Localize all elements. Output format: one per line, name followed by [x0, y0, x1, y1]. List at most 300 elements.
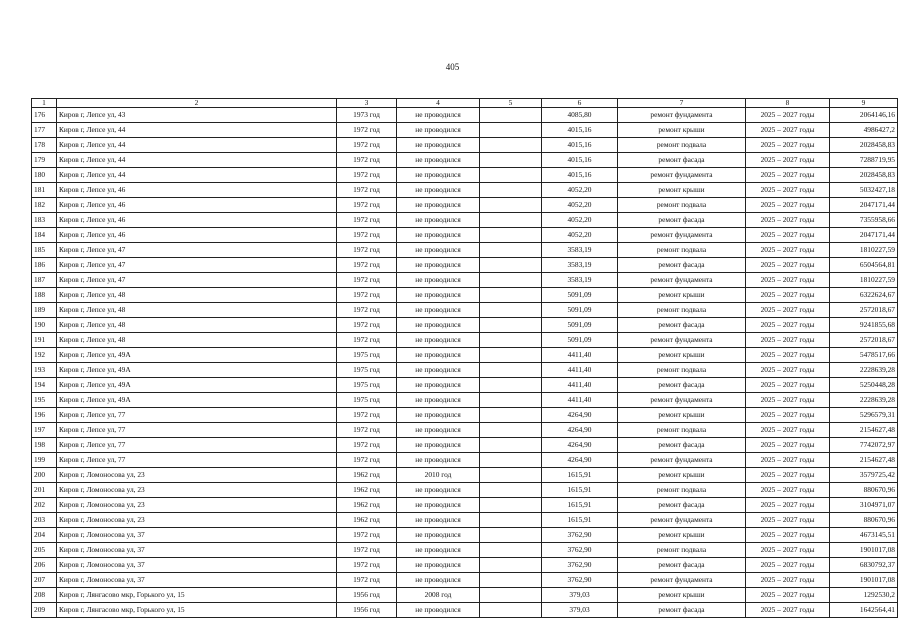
last-repair-cell: не проводился	[397, 558, 480, 573]
empty-cell	[480, 288, 542, 303]
area-cell: 1615,91	[542, 483, 618, 498]
area-cell: 4411,40	[542, 363, 618, 378]
period-cell: 2025 – 2027 годы	[746, 393, 830, 408]
last-repair-cell: не проводился	[397, 303, 480, 318]
period-cell: 2025 – 2027 годы	[746, 348, 830, 363]
work-type-cell: ремонт фундамента	[618, 393, 746, 408]
last-repair-cell: не проводился	[397, 183, 480, 198]
last-repair-cell: 2008 год	[397, 588, 480, 603]
cost-cell: 1642564,41	[830, 603, 898, 618]
empty-cell	[480, 318, 542, 333]
area-cell: 3583,19	[542, 258, 618, 273]
cost-cell: 5296579,31	[830, 408, 898, 423]
build-year-cell: 1972 год	[337, 273, 397, 288]
last-repair-cell: не проводился	[397, 138, 480, 153]
work-type-cell: ремонт фундамента	[618, 573, 746, 588]
work-type-cell: ремонт фасада	[618, 318, 746, 333]
work-type-cell: ремонт подвала	[618, 303, 746, 318]
area-cell: 4264,90	[542, 423, 618, 438]
column-header: 1	[32, 99, 57, 108]
table-row	[32, 363, 898, 378]
period-cell: 2025 – 2027 годы	[746, 258, 830, 273]
area-cell: 379,03	[542, 588, 618, 603]
address-cell: Киров г, Лянгасово мкр, Горького ул, 15	[57, 603, 337, 618]
empty-cell	[480, 378, 542, 393]
empty-cell	[480, 543, 542, 558]
cost-cell: 7288719,95	[830, 153, 898, 168]
row-number-cell: 201	[32, 483, 57, 498]
column-number-row	[32, 99, 898, 108]
area-cell: 4052,20	[542, 198, 618, 213]
period-cell: 2025 – 2027 годы	[746, 468, 830, 483]
empty-cell	[480, 123, 542, 138]
work-type-cell: ремонт фундамента	[618, 273, 746, 288]
cost-cell: 2064146,16	[830, 108, 898, 123]
table-row	[32, 513, 898, 528]
last-repair-cell: не проводился	[397, 333, 480, 348]
empty-cell	[480, 213, 542, 228]
work-type-cell: ремонт подвала	[618, 483, 746, 498]
area-cell: 4085,80	[542, 108, 618, 123]
build-year-cell: 1975 год	[337, 393, 397, 408]
work-type-cell: ремонт крыши	[618, 183, 746, 198]
row-number-cell: 176	[32, 108, 57, 123]
table-row	[32, 108, 898, 123]
last-repair-cell: не проводился	[397, 408, 480, 423]
area-cell: 3762,90	[542, 528, 618, 543]
area-cell: 5091,09	[542, 303, 618, 318]
row-number-cell: 193	[32, 363, 57, 378]
area-cell: 4015,16	[542, 123, 618, 138]
build-year-cell: 1972 год	[337, 423, 397, 438]
work-type-cell: ремонт фасада	[618, 153, 746, 168]
build-year-cell: 1972 год	[337, 408, 397, 423]
cost-cell: 2028458,83	[830, 168, 898, 183]
table-row	[32, 273, 898, 288]
empty-cell	[480, 363, 542, 378]
period-cell: 2025 – 2027 годы	[746, 243, 830, 258]
build-year-cell: 1972 год	[337, 183, 397, 198]
area-cell: 4411,40	[542, 393, 618, 408]
table-row	[32, 153, 898, 168]
last-repair-cell: не проводился	[397, 228, 480, 243]
address-cell: Киров г, Лепсе ул, 77	[57, 408, 337, 423]
build-year-cell: 1972 год	[337, 288, 397, 303]
row-number-cell: 195	[32, 393, 57, 408]
last-repair-cell: не проводился	[397, 438, 480, 453]
area-cell: 5091,09	[542, 318, 618, 333]
address-cell: Киров г, Лепсе ул, 48	[57, 303, 337, 318]
address-cell: Киров г, Лепсе ул, 47	[57, 243, 337, 258]
period-cell: 2025 – 2027 годы	[746, 423, 830, 438]
period-cell: 2025 – 2027 годы	[746, 138, 830, 153]
build-year-cell: 1962 год	[337, 468, 397, 483]
empty-cell	[480, 603, 542, 618]
area-cell: 1615,91	[542, 468, 618, 483]
address-cell: Киров г, Лепсе ул, 48	[57, 318, 337, 333]
cost-cell: 1292530,2	[830, 588, 898, 603]
cost-cell: 5478517,66	[830, 348, 898, 363]
period-cell: 2025 – 2027 годы	[746, 213, 830, 228]
address-cell: Киров г, Ломоносова ул, 23	[57, 483, 337, 498]
area-cell: 4264,90	[542, 438, 618, 453]
last-repair-cell: не проводился	[397, 243, 480, 258]
area-cell: 4411,40	[542, 378, 618, 393]
period-cell: 2025 – 2027 годы	[746, 438, 830, 453]
cost-cell: 2028458,83	[830, 138, 898, 153]
address-cell: Киров г, Ломоносова ул, 37	[57, 573, 337, 588]
table-row	[32, 288, 898, 303]
empty-cell	[480, 153, 542, 168]
area-cell: 4264,90	[542, 453, 618, 468]
empty-cell	[480, 528, 542, 543]
address-cell: Киров г, Лянгасово мкр, Горького ул, 15	[57, 588, 337, 603]
area-cell: 5091,09	[542, 288, 618, 303]
table-row	[32, 198, 898, 213]
row-number-cell: 208	[32, 588, 57, 603]
address-cell: Киров г, Ломоносова ул, 23	[57, 498, 337, 513]
empty-cell	[480, 513, 542, 528]
work-type-cell: ремонт фасада	[618, 438, 746, 453]
last-repair-cell: не проводился	[397, 348, 480, 363]
table-row	[32, 333, 898, 348]
last-repair-cell: не проводился	[397, 273, 480, 288]
period-cell: 2025 – 2027 годы	[746, 558, 830, 573]
empty-cell	[480, 483, 542, 498]
area-cell: 4052,20	[542, 228, 618, 243]
work-type-cell: ремонт крыши	[618, 588, 746, 603]
address-cell: Киров г, Лепсе ул, 44	[57, 123, 337, 138]
work-type-cell: ремонт фасада	[618, 603, 746, 618]
cost-cell: 2228639,28	[830, 393, 898, 408]
build-year-cell: 1972 год	[337, 558, 397, 573]
period-cell: 2025 – 2027 годы	[746, 573, 830, 588]
period-cell: 2025 – 2027 годы	[746, 363, 830, 378]
work-type-cell: ремонт подвала	[618, 363, 746, 378]
work-type-cell: ремонт подвала	[618, 243, 746, 258]
row-number-cell: 197	[32, 423, 57, 438]
build-year-cell: 1972 год	[337, 153, 397, 168]
last-repair-cell: не проводился	[397, 483, 480, 498]
period-cell: 2025 – 2027 годы	[746, 183, 830, 198]
table-row	[32, 543, 898, 558]
empty-cell	[480, 243, 542, 258]
build-year-cell: 1972 год	[337, 123, 397, 138]
empty-cell	[480, 408, 542, 423]
cost-cell: 4673145,51	[830, 528, 898, 543]
cost-cell: 7355958,66	[830, 213, 898, 228]
row-number-cell: 187	[32, 273, 57, 288]
period-cell: 2025 – 2027 годы	[746, 168, 830, 183]
table-row	[32, 603, 898, 618]
address-cell: Киров г, Лепсе ул, 77	[57, 453, 337, 468]
row-number-cell: 180	[32, 168, 57, 183]
row-number-cell: 188	[32, 288, 57, 303]
table-row	[32, 483, 898, 498]
cost-cell: 880670,96	[830, 483, 898, 498]
cost-cell: 5250448,28	[830, 378, 898, 393]
page-number: 405	[445, 62, 460, 72]
period-cell: 2025 – 2027 годы	[746, 333, 830, 348]
empty-cell	[480, 393, 542, 408]
column-header: 3	[337, 99, 397, 108]
last-repair-cell: не проводился	[397, 288, 480, 303]
row-number-cell: 185	[32, 243, 57, 258]
work-type-cell: ремонт фасада	[618, 378, 746, 393]
empty-cell	[480, 273, 542, 288]
table-row	[32, 423, 898, 438]
work-type-cell: ремонт фундамента	[618, 228, 746, 243]
row-number-cell: 209	[32, 603, 57, 618]
period-cell: 2025 – 2027 годы	[746, 123, 830, 138]
build-year-cell: 1956 год	[337, 588, 397, 603]
row-number-cell: 206	[32, 558, 57, 573]
work-type-cell: ремонт фасада	[618, 498, 746, 513]
address-cell: Киров г, Лепсе ул, 46	[57, 198, 337, 213]
cost-cell: 880670,96	[830, 513, 898, 528]
row-number-cell: 199	[32, 453, 57, 468]
build-year-cell: 1972 год	[337, 453, 397, 468]
last-repair-cell: не проводился	[397, 423, 480, 438]
build-year-cell: 1975 год	[337, 363, 397, 378]
period-cell: 2025 – 2027 годы	[746, 588, 830, 603]
last-repair-cell: не проводился	[397, 108, 480, 123]
table-row	[32, 528, 898, 543]
cost-cell: 1810227,59	[830, 243, 898, 258]
last-repair-cell: не проводился	[397, 453, 480, 468]
row-number-cell: 202	[32, 498, 57, 513]
column-header: 5	[480, 99, 542, 108]
build-year-cell: 1962 год	[337, 498, 397, 513]
repair-schedule-table	[31, 98, 898, 618]
row-number-cell: 205	[32, 543, 57, 558]
column-header: 2	[57, 99, 337, 108]
address-cell: Киров г, Лепсе ул, 49А	[57, 378, 337, 393]
row-number-cell: 182	[32, 198, 57, 213]
row-number-cell: 192	[32, 348, 57, 363]
area-cell: 3762,90	[542, 573, 618, 588]
last-repair-cell: не проводился	[397, 123, 480, 138]
empty-cell	[480, 198, 542, 213]
last-repair-cell: не проводился	[397, 573, 480, 588]
work-type-cell: ремонт крыши	[618, 468, 746, 483]
table-row	[32, 453, 898, 468]
empty-cell	[480, 588, 542, 603]
area-cell: 1615,91	[542, 498, 618, 513]
cost-cell: 2154627,48	[830, 453, 898, 468]
empty-cell	[480, 438, 542, 453]
last-repair-cell: не проводился	[397, 378, 480, 393]
address-cell: Киров г, Лепсе ул, 44	[57, 153, 337, 168]
build-year-cell: 1972 год	[337, 228, 397, 243]
work-type-cell: ремонт подвала	[618, 423, 746, 438]
cost-cell: 2154627,48	[830, 423, 898, 438]
address-cell: Киров г, Лепсе ул, 44	[57, 138, 337, 153]
period-cell: 2025 – 2027 годы	[746, 153, 830, 168]
address-cell: Киров г, Лепсе ул, 49А	[57, 348, 337, 363]
address-cell: Киров г, Ломоносова ул, 37	[57, 558, 337, 573]
area-cell: 4015,16	[542, 168, 618, 183]
empty-cell	[480, 258, 542, 273]
work-type-cell: ремонт крыши	[618, 528, 746, 543]
table-row	[32, 498, 898, 513]
period-cell: 2025 – 2027 годы	[746, 318, 830, 333]
build-year-cell: 1972 год	[337, 168, 397, 183]
work-type-cell: ремонт фундамента	[618, 333, 746, 348]
build-year-cell: 1973 год	[337, 108, 397, 123]
row-number-cell: 181	[32, 183, 57, 198]
empty-cell	[480, 108, 542, 123]
cost-cell: 2572018,67	[830, 303, 898, 318]
empty-cell	[480, 498, 542, 513]
area-cell: 4264,90	[542, 408, 618, 423]
table-row	[32, 393, 898, 408]
column-header: 7	[618, 99, 746, 108]
work-type-cell: ремонт подвала	[618, 543, 746, 558]
build-year-cell: 1972 год	[337, 303, 397, 318]
address-cell: Киров г, Лепсе ул, 48	[57, 333, 337, 348]
row-number-cell: 184	[32, 228, 57, 243]
empty-cell	[480, 303, 542, 318]
address-cell: Киров г, Лепсе ул, 77	[57, 438, 337, 453]
address-cell: Киров г, Лепсе ул, 46	[57, 183, 337, 198]
area-cell: 1615,91	[542, 513, 618, 528]
build-year-cell: 1972 год	[337, 318, 397, 333]
build-year-cell: 1962 год	[337, 513, 397, 528]
cost-cell: 3579725,42	[830, 468, 898, 483]
build-year-cell: 1962 год	[337, 483, 397, 498]
empty-cell	[480, 468, 542, 483]
row-number-cell: 189	[32, 303, 57, 318]
area-cell: 4015,16	[542, 138, 618, 153]
address-cell: Киров г, Лепсе ул, 46	[57, 228, 337, 243]
period-cell: 2025 – 2027 годы	[746, 198, 830, 213]
address-cell: Киров г, Ломоносова ул, 23	[57, 513, 337, 528]
address-cell: Киров г, Лепсе ул, 77	[57, 423, 337, 438]
cost-cell: 9241855,68	[830, 318, 898, 333]
area-cell: 4015,16	[542, 153, 618, 168]
cost-cell: 1901017,08	[830, 543, 898, 558]
area-cell: 3583,19	[542, 243, 618, 258]
cost-cell: 1810227,59	[830, 273, 898, 288]
row-number-cell: 204	[32, 528, 57, 543]
column-header: 8	[746, 99, 830, 108]
row-number-cell: 203	[32, 513, 57, 528]
row-number-cell: 194	[32, 378, 57, 393]
table-row	[32, 558, 898, 573]
cost-cell: 1901017,08	[830, 573, 898, 588]
address-cell: Киров г, Лепсе ул, 47	[57, 258, 337, 273]
last-repair-cell: не проводился	[397, 213, 480, 228]
cost-cell: 2572018,67	[830, 333, 898, 348]
last-repair-cell: не проводился	[397, 318, 480, 333]
cost-cell: 6322624,67	[830, 288, 898, 303]
build-year-cell: 1975 год	[337, 348, 397, 363]
last-repair-cell: 2010 год	[397, 468, 480, 483]
column-header: 9	[830, 99, 898, 108]
row-number-cell: 178	[32, 138, 57, 153]
period-cell: 2025 – 2027 годы	[746, 288, 830, 303]
work-type-cell: ремонт подвала	[618, 138, 746, 153]
table-row	[32, 123, 898, 138]
empty-cell	[480, 138, 542, 153]
row-number-cell: 183	[32, 213, 57, 228]
table-row	[32, 588, 898, 603]
period-cell: 2025 – 2027 годы	[746, 528, 830, 543]
work-type-cell: ремонт фундамента	[618, 513, 746, 528]
build-year-cell: 1972 год	[337, 438, 397, 453]
area-cell: 4052,20	[542, 213, 618, 228]
last-repair-cell: не проводился	[397, 258, 480, 273]
row-number-cell: 200	[32, 468, 57, 483]
work-type-cell: ремонт фундамента	[618, 108, 746, 123]
row-number-cell: 186	[32, 258, 57, 273]
table-row	[32, 438, 898, 453]
address-cell: Киров г, Лепсе ул, 49А	[57, 393, 337, 408]
work-type-cell: ремонт фундамента	[618, 168, 746, 183]
cost-cell: 2047171,44	[830, 228, 898, 243]
period-cell: 2025 – 2027 годы	[746, 108, 830, 123]
table-row	[32, 378, 898, 393]
work-type-cell: ремонт крыши	[618, 123, 746, 138]
last-repair-cell: не проводился	[397, 198, 480, 213]
cost-cell: 3104971,07	[830, 498, 898, 513]
last-repair-cell: не проводился	[397, 603, 480, 618]
build-year-cell: 1956 год	[337, 603, 397, 618]
table-row	[32, 468, 898, 483]
cost-cell: 7742072,97	[830, 438, 898, 453]
empty-cell	[480, 573, 542, 588]
table-row	[32, 573, 898, 588]
work-type-cell: ремонт фундамента	[618, 453, 746, 468]
empty-cell	[480, 168, 542, 183]
cost-cell: 2228639,28	[830, 363, 898, 378]
period-cell: 2025 – 2027 годы	[746, 483, 830, 498]
period-cell: 2025 – 2027 годы	[746, 513, 830, 528]
build-year-cell: 1972 год	[337, 528, 397, 543]
area-cell: 379,03	[542, 603, 618, 618]
area-cell: 3762,90	[542, 558, 618, 573]
address-cell: Киров г, Лепсе ул, 48	[57, 288, 337, 303]
empty-cell	[480, 228, 542, 243]
area-cell: 3762,90	[542, 543, 618, 558]
address-cell: Киров г, Лепсе ул, 44	[57, 168, 337, 183]
period-cell: 2025 – 2027 годы	[746, 453, 830, 468]
work-type-cell: ремонт подвала	[618, 198, 746, 213]
column-header: 6	[542, 99, 618, 108]
table-row	[32, 348, 898, 363]
build-year-cell: 1972 год	[337, 243, 397, 258]
table-row	[32, 243, 898, 258]
build-year-cell: 1972 год	[337, 213, 397, 228]
row-number-cell: 191	[32, 333, 57, 348]
row-number-cell: 190	[32, 318, 57, 333]
address-cell: Киров г, Лепсе ул, 49А	[57, 363, 337, 378]
last-repair-cell: не проводился	[397, 153, 480, 168]
build-year-cell: 1972 год	[337, 333, 397, 348]
last-repair-cell: не проводился	[397, 543, 480, 558]
row-number-cell: 207	[32, 573, 57, 588]
work-type-cell: ремонт крыши	[618, 288, 746, 303]
period-cell: 2025 – 2027 годы	[746, 228, 830, 243]
address-cell: Киров г, Ломоносова ул, 37	[57, 528, 337, 543]
address-cell: Киров г, Ломоносова ул, 37	[57, 543, 337, 558]
table-row	[32, 213, 898, 228]
address-cell: Киров г, Лепсе ул, 46	[57, 213, 337, 228]
table-row	[32, 138, 898, 153]
build-year-cell: 1972 год	[337, 138, 397, 153]
address-cell: Киров г, Лепсе ул, 47	[57, 273, 337, 288]
